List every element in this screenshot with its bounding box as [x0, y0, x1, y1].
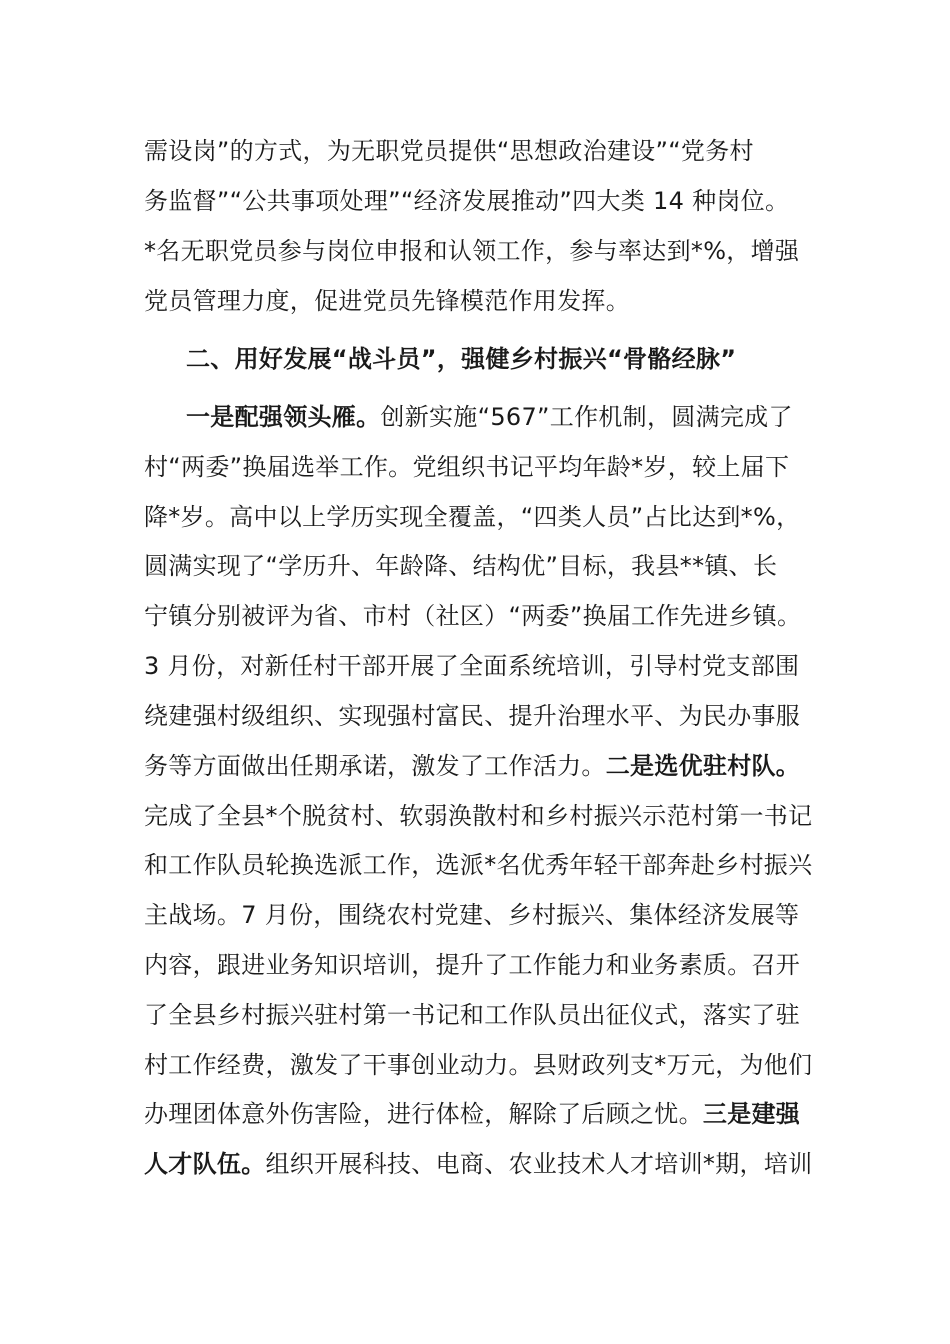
text-line: 人才队伍。组织开展科技、电商、农业技术人才培训*期，培训	[144, 1150, 813, 1178]
text-line: 务等方面做出任期承诺，激发了工作活力。二是选优驻村队。	[144, 752, 801, 780]
text-line: 村“两委”换届选举工作。党组织书记平均年龄*岁，较上届下	[144, 453, 790, 481]
text-line: 内容，跟进业务知识培训，提升了工作能力和业务素质。召开	[144, 951, 801, 979]
lead-phrase: 人才队伍。	[144, 1150, 266, 1178]
text-line: 完成了全县*个脱贫村、软弱涣散村和乡村振兴示范村第一书记	[144, 802, 813, 830]
text-line: 宁镇分别被评为省、市村（社区）“两委”换届工作先进乡镇。	[144, 602, 802, 630]
lead-phrase: 二是选优驻村队。	[605, 752, 801, 780]
text-line: 了全县乡村振兴驻村第一书记和工作队员出征仪式，落实了驻	[144, 1001, 801, 1029]
text-line: 3 月份，对新任村干部开展了全面系统培训，引导村党支部围	[144, 652, 800, 680]
text-line: 需设岗”的方式，为无职党员提供“思想政治建设”“党务村	[144, 137, 754, 165]
text-line: 绕建强村级组织、实现强村富民、提升治理水平、为民办事服	[144, 702, 801, 730]
text-line: 主战场。7 月份，围绕农村党建、乡村振兴、集体经济发展等	[144, 901, 800, 929]
lead-phrase: 三是建强	[702, 1100, 801, 1128]
paragraph-first-line: 一是配强领头雁。创新实施“567”工作机制，圆满完成了	[186, 403, 793, 431]
text-line: 降*岁。高中以上学历实现全覆盖，“四类人员”占比达到*%，	[144, 503, 801, 531]
text-line: *名无职党员参与岗位申报和认领工作，参与率达到*%，增强	[144, 237, 800, 265]
text-line: 和工作队员轮换选派工作，选派*名优秀年轻干部奔赴乡村振兴	[144, 851, 813, 879]
text-line: 务监督”“公共事项处理”“经济发展推动”四大类 14 种岗位。	[144, 187, 790, 215]
text-line: 村工作经费，激发了干事创业动力。县财政列支*万元，为他们	[144, 1051, 813, 1079]
text-line: 党员管理力度，促进党员先锋模范作用发挥。	[144, 287, 630, 315]
text-line: 办理团体意外伤害险，进行体检，解除了后顾之忧。三是建强	[144, 1100, 801, 1128]
section-heading: 二、用好发展“战斗员”，强健乡村振兴“骨骼经脉”	[186, 345, 737, 373]
lead-phrase: 一是配强领头雁。	[186, 403, 381, 431]
text-line: 圆满实现了“学历升、年龄降、结构优”目标，我县**镇、长	[144, 552, 778, 580]
